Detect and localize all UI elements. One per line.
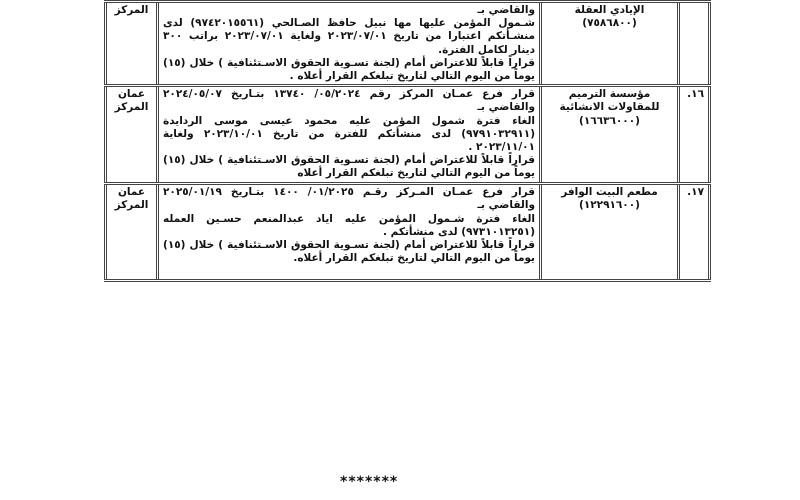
- branch-cell: عمان المركز: [104, 185, 156, 279]
- decision-text: قراراً قابلاً للاعتراض أمام (لجنة تسـوية الحقوق الاسـتئنافية ) خلال (١٥) يوماً من اليوم التالي لتاريخ تبلغكم القرار أعلاه .: [163, 56, 535, 83]
- decisions-table: [104, 0, 711, 282]
- decision-cell: [156, 3, 539, 84]
- row-number: [677, 3, 711, 84]
- establishment-number: (١٢٢٩١٦٠٠): [579, 199, 640, 212]
- decision-text: الغاء فترة شمول المؤمن عليه محمود عيسى موسى الردايدة (٩٧٩١٠٣٢٩١١) لدى منشأتكم للفترة من تاريخ ٢٠٢٣/١٠/٠١ ولغاية ٢٠٢٣/١١/٠١ .: [163, 114, 535, 154]
- establishment-cell: [539, 185, 677, 279]
- decision-text: قراراً قابلاً للاعتراض أمام (لجنة تسـوية الحقوق الاسـتئنافية ) خلال (١٥) يوماً من اليوم التالي لتاريخ تبلغكم القرار أعلاه.: [163, 239, 535, 265]
- decision-text: شـمول المؤمن عليها مها نبيل حافظ الصـالحي (٩٧٤٢٠١٥٥٦١) لدى منشـأتكم اعتبارا من تاريخ ٢٠٢٣/٠٧/٠١ ولغاية ٢٠٢٣/٠٧/٠١ براتب ٣٠٠ دينار لكامل الفترة.: [163, 17, 535, 56]
- decision-text: قراراً قابلاً للاعتراض أمام (لجنة تسـوية الحقوق الاسـتئنافية ) خلال (١٥) يوماً من اليوم التالي لتاريخ تبلغكم القرار أعلاه: [163, 154, 535, 180]
- establishment-cell: [539, 87, 677, 182]
- table-row: [104, 0, 711, 87]
- row-number: ١٧.: [677, 185, 711, 279]
- establishment-cell: [539, 3, 677, 84]
- establishment-name: الإيادي العقلة: [574, 4, 645, 16]
- table-row: [104, 87, 711, 185]
- decision-cell: [156, 87, 539, 182]
- establishment-number: (١٦٦٣٦٠٠٠): [579, 114, 640, 127]
- establishment-number: (٧٥٨٦٨٠٠): [582, 17, 637, 30]
- row-number: ١٦.: [677, 87, 711, 182]
- establishment-name: مطعم البيت الوافر: [561, 186, 658, 199]
- decision-text: والقاضي بـ: [477, 4, 535, 16]
- establishment-name: مؤسسة الترميم للمقاولات الانشائية: [559, 88, 660, 114]
- decision-text: الغاء فترة شـمول المؤمن عليه اياد عبدالمنعم حسـين العمله (٩٧٣١٠١٣٢٥١) لدى منشأتكم .: [163, 212, 535, 238]
- branch-cell: عمان المركز: [104, 87, 156, 182]
- table-row: [104, 185, 711, 282]
- decision-cell: [156, 185, 539, 279]
- section-separator: *******: [340, 474, 399, 490]
- decision-text: قرار فرع عمـان المـركز رقـم ٠١/٢٠٢٥/ ١٤٠٠ بتـاريخ ٢٠٢٥/٠١/١٩ والقاضي بـ: [163, 186, 535, 212]
- branch-cell: المركز: [104, 3, 156, 84]
- decision-text: قرار فرع عمـان المركز رقم ٠٥/٢٠٢٤/ ١٣٧٤٠ بتـاريخ ٢٠٢٤/٠٥/٠٧ والقاضي بـ: [163, 88, 535, 114]
